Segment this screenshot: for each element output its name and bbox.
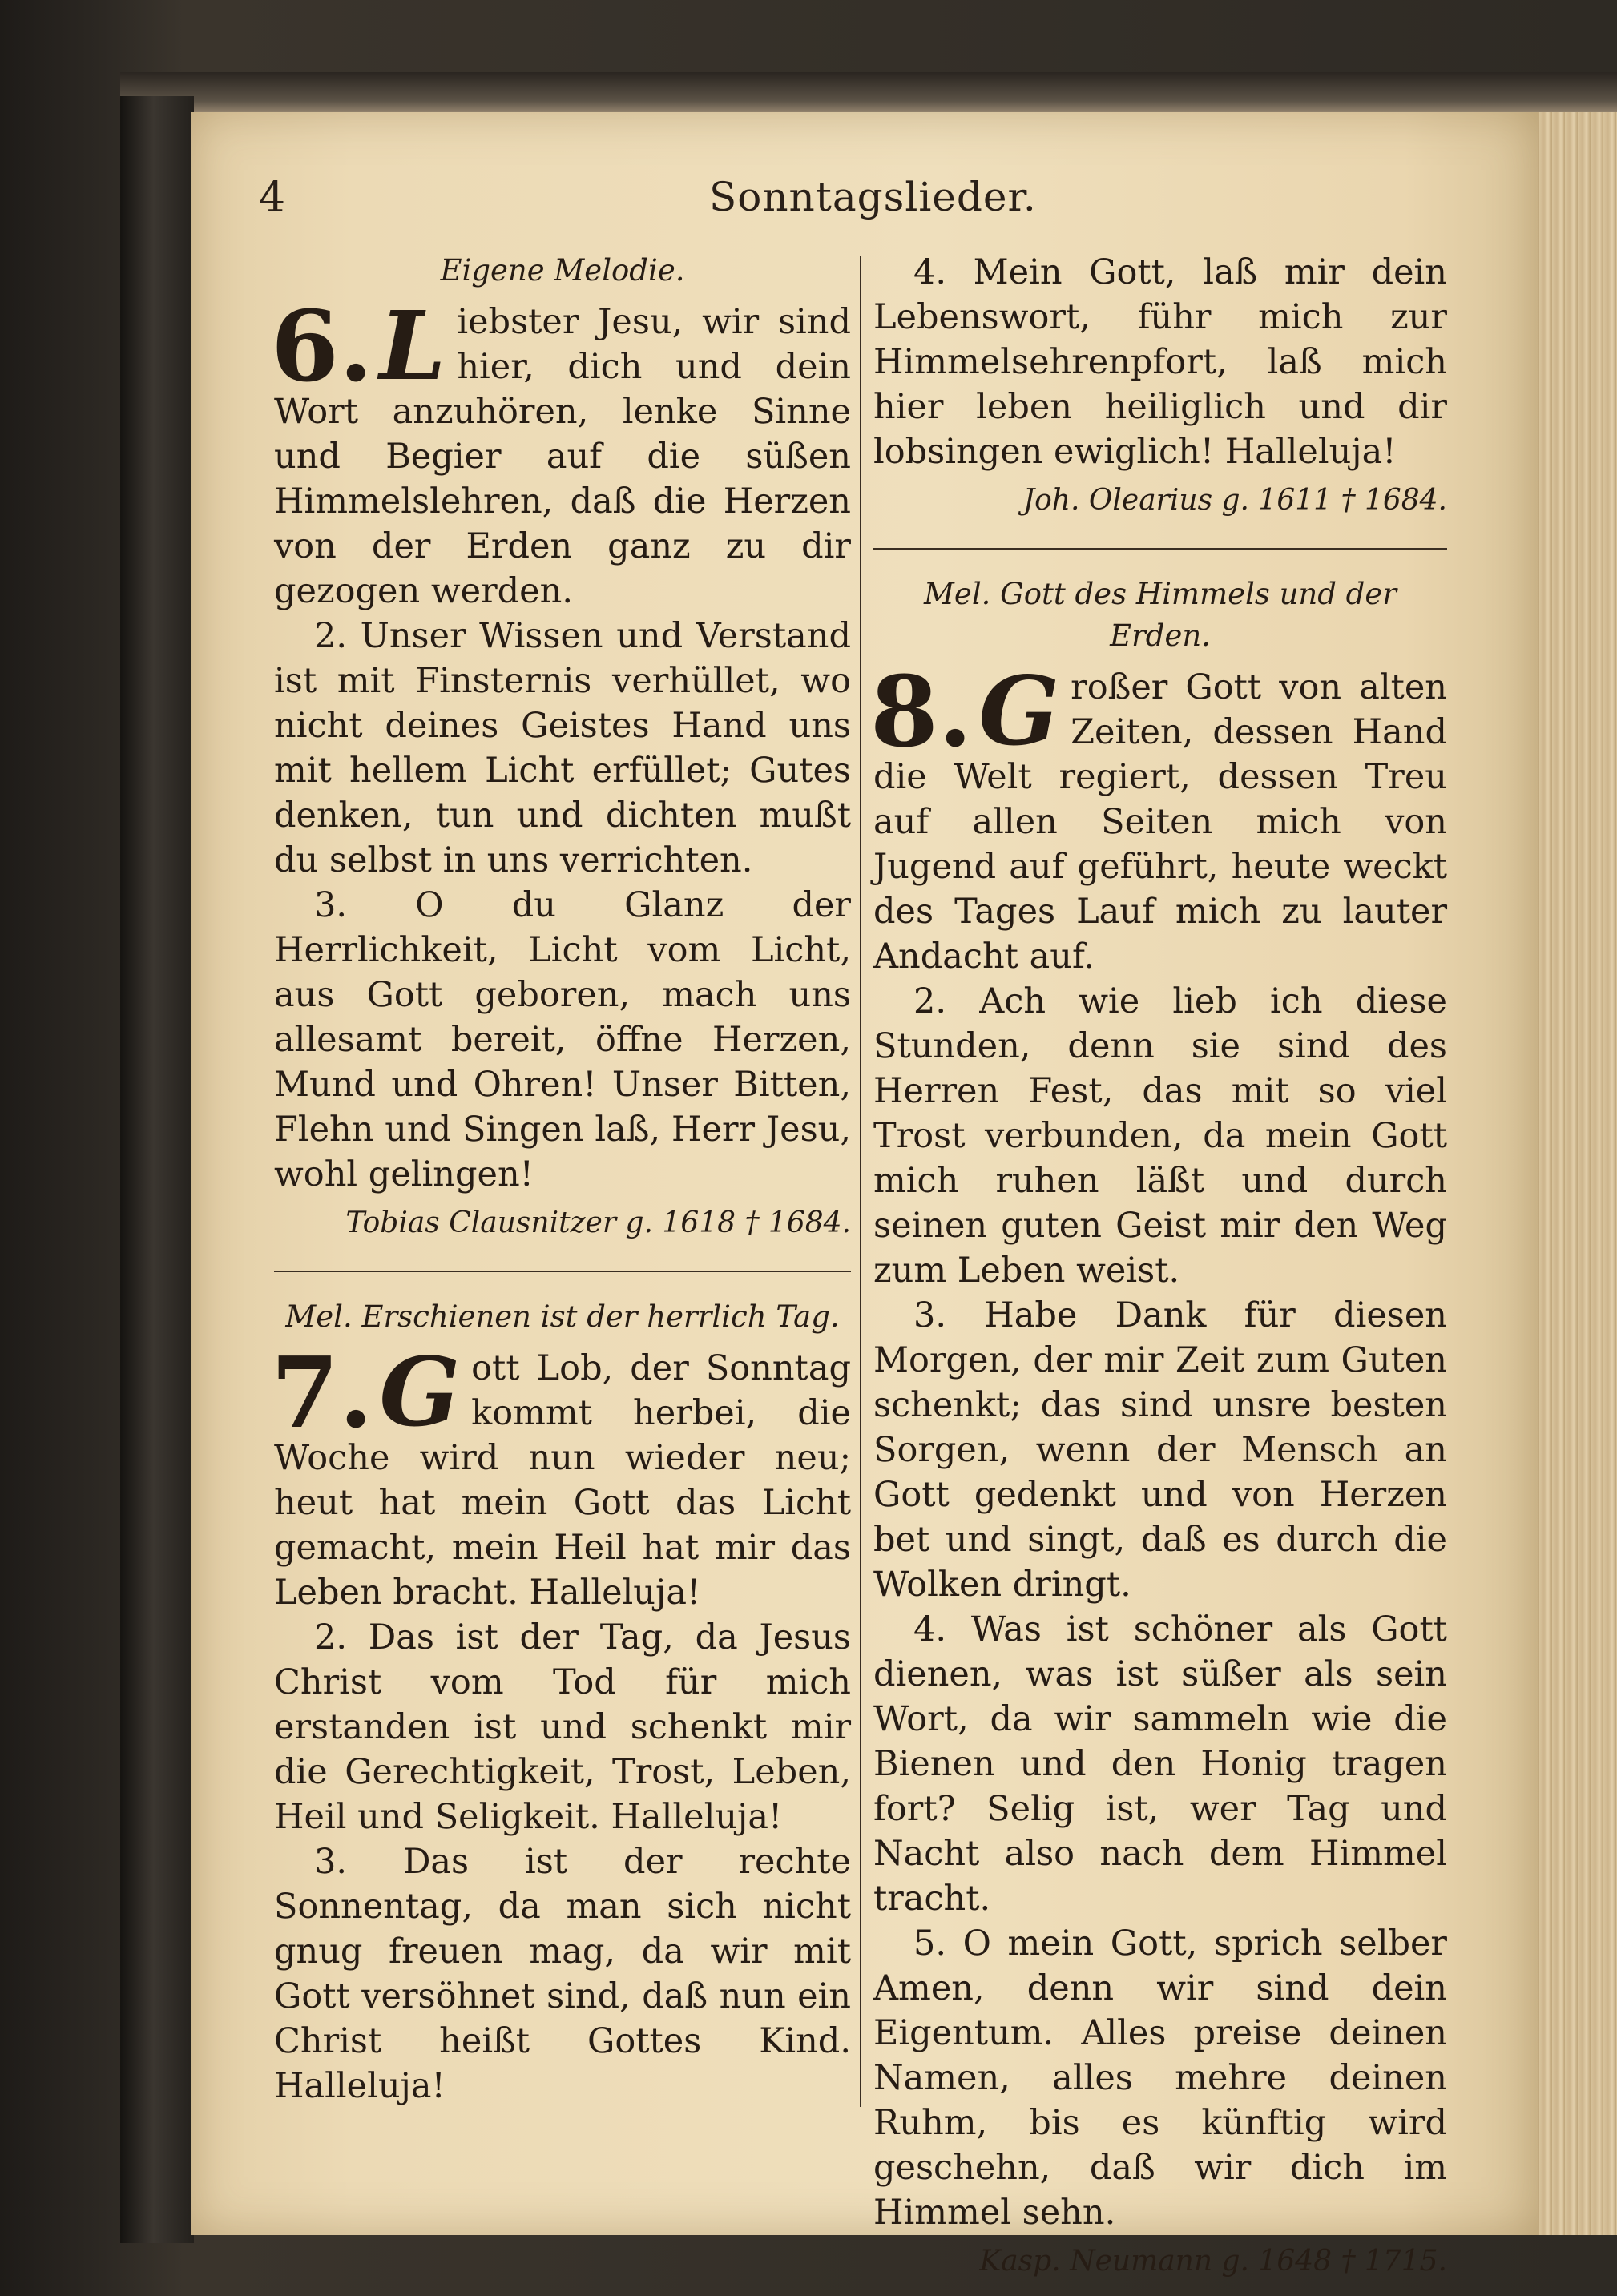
hymn-6-first-stanza bbox=[271, 288, 851, 614]
hymn-7-stanza-2: 2. Das ist der Tag, da Jesus Christ vom Tod für mich erstanden ist und schenkt mir die Gerechtigkeit, Trost, Leben, Heil und Seligkeit. Halleluja! bbox=[274, 1617, 851, 1837]
hymn-6-stanza-2: 2. Unser Wissen und Verstand ist mit Finsternis verhüllet, wo nicht deines Geistes Hand uns mit hellem Licht erfüllet; Gutes denken, tun und dichten mußt du selbst in uns verrichten. bbox=[274, 616, 851, 880]
hymn-7-first-stanza bbox=[271, 1335, 851, 1615]
column-divider bbox=[860, 256, 861, 2107]
right-column bbox=[870, 250, 1447, 2283]
hymn-8-melody: Mel. Gott des Himmels und der Erden. bbox=[924, 577, 1397, 653]
hymn-7-stanza-4: 4. Mein Gott, laß mir dein Lebenswort, führ mich zur Himmelsehrenpfort, laß mich hier leben heiliglich und dir lobsingen ewiglich! Halleluja! bbox=[873, 252, 1447, 472]
hymn-8-stanza-4: 4. Was ist schöner als Gott dienen, was ist süßer als sein Wort, da wir sammeln wie die Bienen und den Honig tragen fort? Selig ist, wer Tag und Nacht also nach dem Himmel tracht. bbox=[873, 1609, 1447, 1919]
left-column bbox=[271, 250, 851, 2109]
hymn-7-first-stanza-text: ott Lob, der Sonntag kommt herbei, die Woche wird nun wieder neu; heut hat mein Gott das Licht gemacht, mein Heil hat mir das Leben bracht. Halleluja! bbox=[274, 1348, 851, 1613]
hymn-8-author: Kasp. Neumann g. 1648 † 1715. bbox=[979, 2245, 1447, 2278]
hymn-6-melody: Eigene Melodie. bbox=[440, 253, 685, 288]
hymn-7-author: Joh. Olearius g. 1611 † 1684. bbox=[1022, 484, 1447, 517]
hymn-7-melody: Mel. Erschienen ist der herrlich Tag. bbox=[285, 1299, 840, 1334]
hymn-8-number: 8. bbox=[870, 654, 973, 769]
hymn-6-first-stanza-text: iebster Jesu, wir sind hier, dich und dein Wort anzuhören, lenke Sinne und Begier auf die süßen Himmelslehren, daß die Herzen von der Erden ganz zu dir gezogen werden. bbox=[274, 302, 851, 611]
book-binding bbox=[120, 96, 194, 2243]
hymn-8 bbox=[870, 654, 1447, 2235]
hymn-8-first-stanza-text: roßer Gott von alten Zeiten, dessen Hand die Welt regiert, dessen Treu auf allen Seiten mich von Jugend auf geführt, heute weckt des Tages Lauf mich zu lauter Andacht auf. bbox=[873, 667, 1447, 977]
hymn-separator bbox=[873, 548, 1447, 550]
hymn-7 bbox=[271, 1335, 851, 2109]
hymn-8-first-stanza bbox=[870, 654, 1447, 979]
page-number: 4 bbox=[259, 174, 286, 222]
hymn-8-stanza-3: 3. Habe Dank für diesen Morgen, der mir Zeit zum Guten schenkt; das sind unsre besten Sorgen, wenn der Mensch an Gott gedenkt und von Herzen bet und singt, daß es durch die Wolken dringt. bbox=[873, 1295, 1447, 1605]
hymn-6-initial: L bbox=[379, 290, 446, 401]
hymn-7-continued bbox=[873, 250, 1447, 474]
hymn-6-stanza-3: 3. O du Glanz der Herrlichkeit, Licht vom Licht, aus Gott geboren, mach uns allesamt bereit, öffne Herzen, Mund und Ohren! Unser Bitten, Flehn und Singen laß, Herr Jesu, wohl gelingen! bbox=[274, 885, 851, 1194]
hymn-6-number: 6. bbox=[271, 288, 373, 404]
hymn-8-initial: G bbox=[978, 655, 1060, 767]
hymn-8-stanza-2: 2. Ach wie lieb ich diese Stunden, denn sie sind des Herren Fest, das mit so viel Trost verbunden, da mein Gott mich ruhen läßt und durch seinen guten Geist mir den Weg zum Leben weist. bbox=[873, 981, 1447, 1291]
hymn-7-stanza-3: 3. Das ist der rechte Sonnentag, da man sich nicht gnug freuen mag, da wir mit Gott versöhnet sind, daß nun ein Christ heißt Gottes Kind. Halleluja! bbox=[274, 1842, 851, 2106]
running-head: Sonntagslieder. bbox=[709, 174, 1037, 220]
page-stack-edges bbox=[1526, 112, 1617, 2235]
hymn-6-author: Tobias Clausnitzer g. 1618 † 1684. bbox=[345, 1206, 851, 1239]
hymn-6 bbox=[271, 288, 851, 1197]
hymn-7-initial: G bbox=[379, 1336, 461, 1448]
hymn-8-stanza-5: 5. O mein Gott, sprich selber Amen, denn wir sind dein Eigentum. Alles preise deinen Namen, alles mehre deinen Ruhm, bis es künftig wird geschehn, daß wir dich im Himmel sehn. bbox=[873, 1923, 1447, 2233]
hymn-separator bbox=[274, 1271, 851, 1272]
hymn-7-number: 7. bbox=[271, 1335, 373, 1450]
